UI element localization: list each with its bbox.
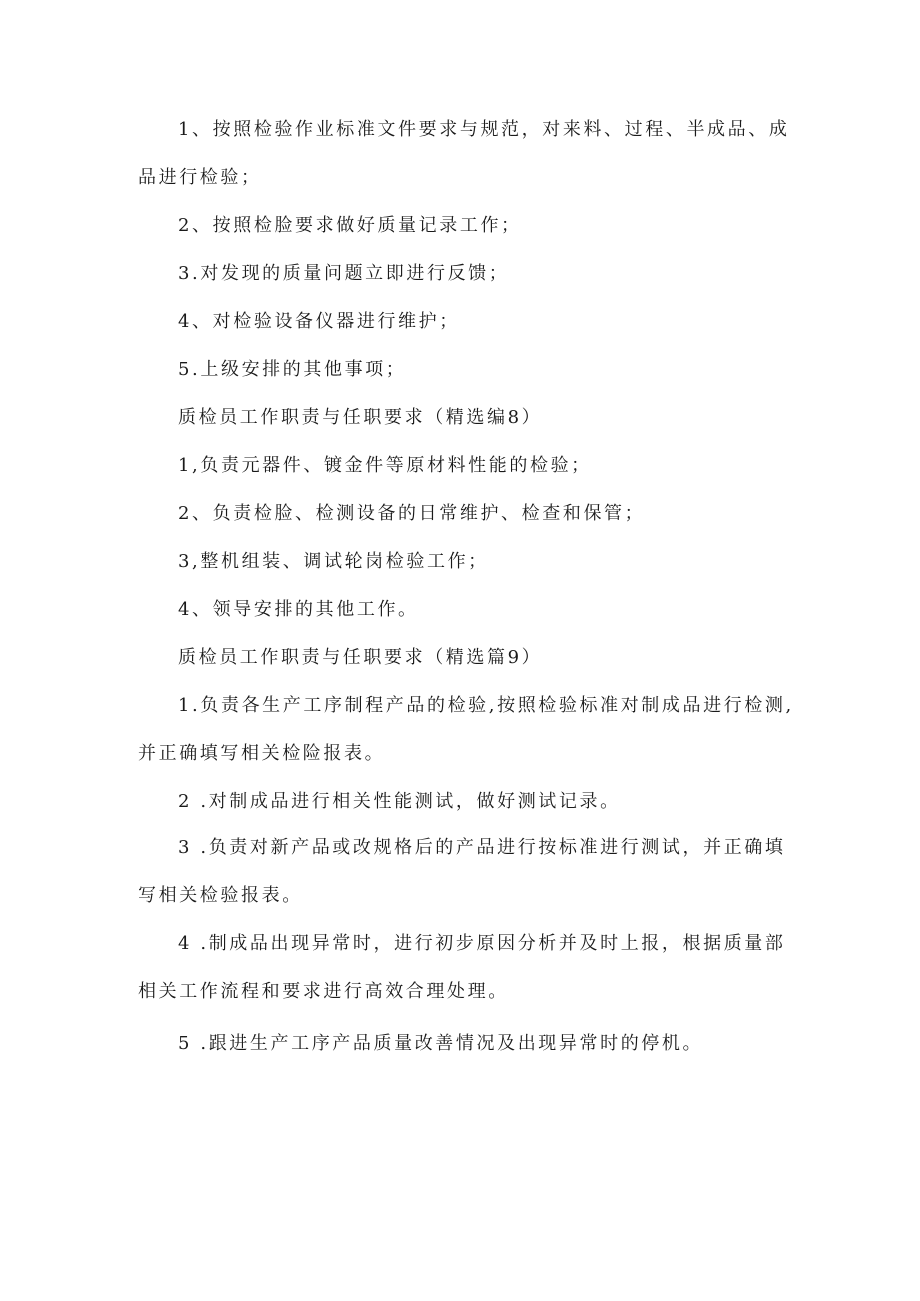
paragraph-line: 写相关检验报表。 bbox=[138, 885, 303, 906]
paragraph-line: 2、负责检脸、检测设备的日常维护、检查和保管； bbox=[178, 503, 646, 524]
paragraph-line: 2 .对制成品进行相关性能测试，做好测试记录。 bbox=[178, 791, 621, 812]
paragraph-line: 1.负责各生产工序制程产品的检验,按照检验标准对制成品进行检测, bbox=[178, 695, 794, 716]
paragraph-line: 5.上级安排的其他事项； bbox=[178, 359, 407, 380]
paragraph-line: 相关工作流程和要求进行高效合理处理。 bbox=[138, 981, 509, 1002]
section-heading: 质检员工作职责与任职要求（精选篇9） bbox=[178, 647, 543, 668]
paragraph-line: 3,整机组装、调试轮岗检验工作； bbox=[178, 551, 489, 572]
paragraph-line: 5 .跟进生产工序产品质量改善情况及出现异常时的停机。 bbox=[178, 1033, 704, 1054]
paragraph-line: 4、对检验设备仪器进行维护； bbox=[178, 311, 460, 332]
paragraph-line: 3.对发现的质量问题立即进行反馈； bbox=[178, 263, 510, 284]
paragraph-line: 1、按照检验作业标准文件要求与规范，对来料、过程、半成品、成 bbox=[178, 119, 790, 140]
paragraph-line: 4 .制成品出现异常时，进行初步原因分析并及时上报，根据质量部 bbox=[178, 933, 786, 954]
paragraph-line: 3 .负责对新产品或改规格后的产品进行按标准进行测试，并正确填 bbox=[178, 837, 786, 858]
paragraph-line: 4、领导安排的其他工作。 bbox=[178, 599, 419, 620]
section-heading: 质检员工作职责与任职要求（精选编8） bbox=[178, 407, 543, 428]
paragraph-line: 品进行检验； bbox=[138, 167, 262, 188]
paragraph-line: 并正确填写相关检险报表。 bbox=[138, 743, 386, 764]
paragraph-line: 1,负责元器件、镀金件等原材料性能的检验； bbox=[178, 455, 592, 476]
paragraph-line: 2、按照检脸要求做好质量记录工作； bbox=[178, 215, 522, 236]
